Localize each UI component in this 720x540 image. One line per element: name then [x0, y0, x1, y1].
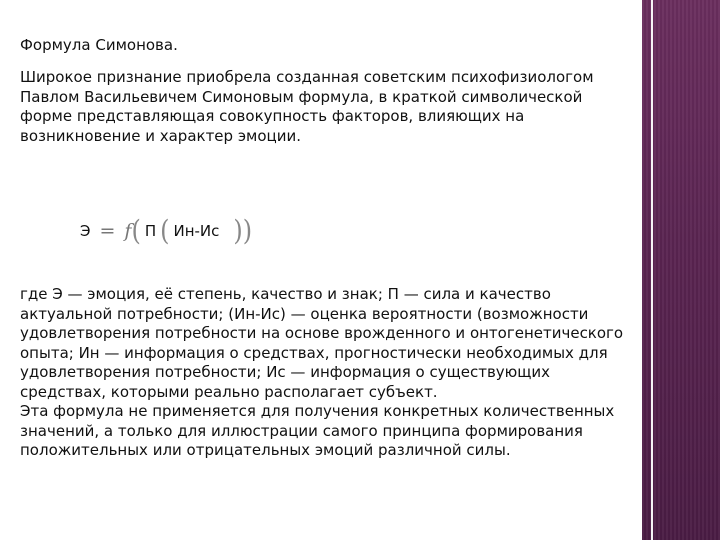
formula-need: П [144, 222, 157, 240]
formula-explanation-block [20, 285, 628, 461]
decorative-side-line [651, 0, 653, 540]
formula-emotion: Э [80, 222, 91, 240]
formula-open-paren-inner: ( [160, 214, 170, 248]
note-paragraph: Эта формула не применяется для получения конкретных количественных значений, а только для иллюстрации самого принципа формирования положительных или отрицательных эмоций различной силы. [20, 402, 615, 459]
formula-equals: = [99, 220, 116, 242]
decorative-side-panel [642, 0, 720, 540]
formula-close-parens: )) [233, 214, 253, 248]
formula-function: f [124, 220, 132, 242]
formula-open-paren-outer: ( [131, 214, 141, 248]
simonov-formula [80, 216, 252, 246]
formula-info-diff: Ин-Ис [173, 222, 220, 240]
explanation-paragraph: где Э — эмоция, её степень, качество и знак; П — сила и качество актуальной потребности; (Ин-Ис) — оценка вероятности (возможности удовлетворения потребности на основе врожденного и онтогенетического опыта; Ин — информация о средствах, прогностически необходимых для удовлетворения потребности; Ис — информация о существующих средствах, которыми реально располагает субъект. [20, 285, 624, 401]
slide-title: Формула Симонова. [20, 36, 178, 54]
intro-paragraph: Широкое признание приобрела созданная советским психофизиологом Павлом Васильевичем Симоновым формула, в краткой символической форме представляющая совокупность факторов, влияющих на возникновение и характер эмоции. [20, 68, 594, 145]
